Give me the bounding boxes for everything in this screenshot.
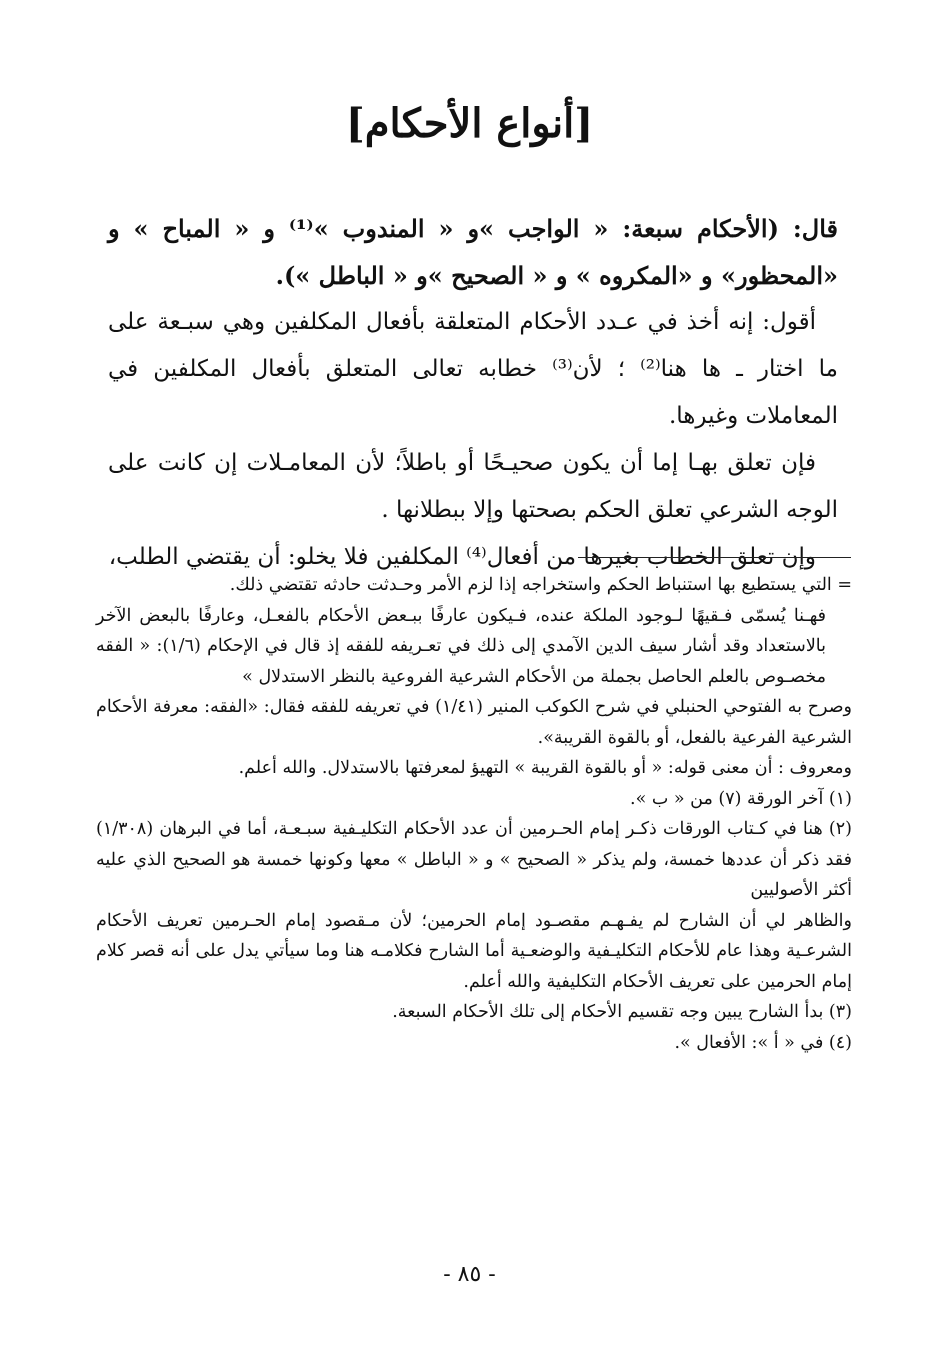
page-number: - ٨٥ - — [443, 1262, 496, 1287]
footnotes — [96, 570, 852, 1058]
commentary-paragraph: أقول: إنه أخذ في عـدد الأحكام المتعلقة بأفعال المكلفين وهي سبـعة على ما اختار ـ ها هنا⁽²⁾ ؛ لأن⁽³⁾ خطابه تعالى المتعلق بأفعال المكلفين في المعاملات وغيرها. — [108, 309, 838, 429]
footnote-paragraph: والظاهر لي أن الشارح لم يفـهـم مقصـود إمام الحرمين؛ لأن مـقصود إمام الحـرمين تعريف الأحكام الشرعـية وهذا عام للأحكام التكليـفية والوضعـية أما الشارح فكلامـه هنا وما سيأتي يدل على أنه قصر كلام إمام الحرمين على تعريف الأحكام التكليفية والله أعلم. — [96, 910, 852, 992]
footnote-separator — [578, 557, 851, 558]
footnote-3: (٣) بدأ الشارح يبين وجه تقسيم الأحكام إلى تلك الأحكام السبعة. — [392, 1002, 852, 1022]
commentary-paragraph: وإن تعلق الخطاب بغيرها من أفعال⁽⁴⁾ المكلفين فلا يخلو: أن يقتضي الطلب، — [108, 544, 816, 570]
footnote-continuation: = التي يستطيع بها استنباط الحكم واستخراجه إذا لزم الأمر وحـدثت حادثه تقتضي ذلك. — [229, 575, 852, 595]
footnote-1: (١) آخر الورقة (٧) من « ب ». — [630, 788, 852, 809]
footnote-2: (٢) هنا في كـتاب الورقات ذكـر إمام الحـرمين أن عدد الأحكام التكليـفية سبـعـة، أما في البرهان (١/٣٠٨) فقد ذكر أن عددها خمسة، ولم يذكر « الصحيح » و « الباطل » معها وكونها خمسة هو الصحيح الذي عليه أكثر الأصوليين — [96, 819, 852, 900]
footnote-4: (٤) في « أ »: الأفعال ». — [674, 1032, 852, 1053]
quoted-matn-paragraph: قال: (الأحكام سبعة: « الواجب »و « المندوب »⁽¹⁾ و « المباح » و «المحظور» و «المكروه » و « الصحيح »و « الباطل »). — [108, 214, 838, 290]
main-text — [108, 205, 838, 581]
footnote-paragraph: وصرح به الفتوحي الحنبلي في شرح الكوكب المنير (١/٤١) في تعريفه للفقه فقال: «الفقه: معرفة الأحكام الشرعية الفرعية بالفعل، أو بالقوة القريبة». — [96, 697, 853, 748]
footnote-paragraph: ومعروف : أن معنى قوله: « أو بالقوة القريبة » التهيؤ لمعرفتها بالاستدلال. والله أعلم. — [238, 758, 852, 778]
footnote-paragraph: فهـنا يُسمّى فـقيهًا لـوجود الملكة عنده، فـيكون عارفًا ببـعض الأحكام بالفعـل، وعارفًا بالبعض الآخر بالاستعداد وقد أشار سيف الدين الآمدي إلى ذلك في تعـريفه للفقه إذ قال في الإحكام (١/٦): « الفقه مخصـوص بالعلم الحاصل بجملة من الأحكام الشرعية الفروعية بالنظر الاستدلال » — [96, 605, 827, 687]
section-title: [أنواع الأحكام] — [345, 100, 594, 147]
commentary-paragraph: فإن تعلق بهـا إما أن يكون صحيـحًا أو باطلاً؛ لأن المعامـلات إن كانت على الوجه الشرعي تعلق الحكم بصحتها وإلا ببطلانها . — [108, 450, 838, 523]
